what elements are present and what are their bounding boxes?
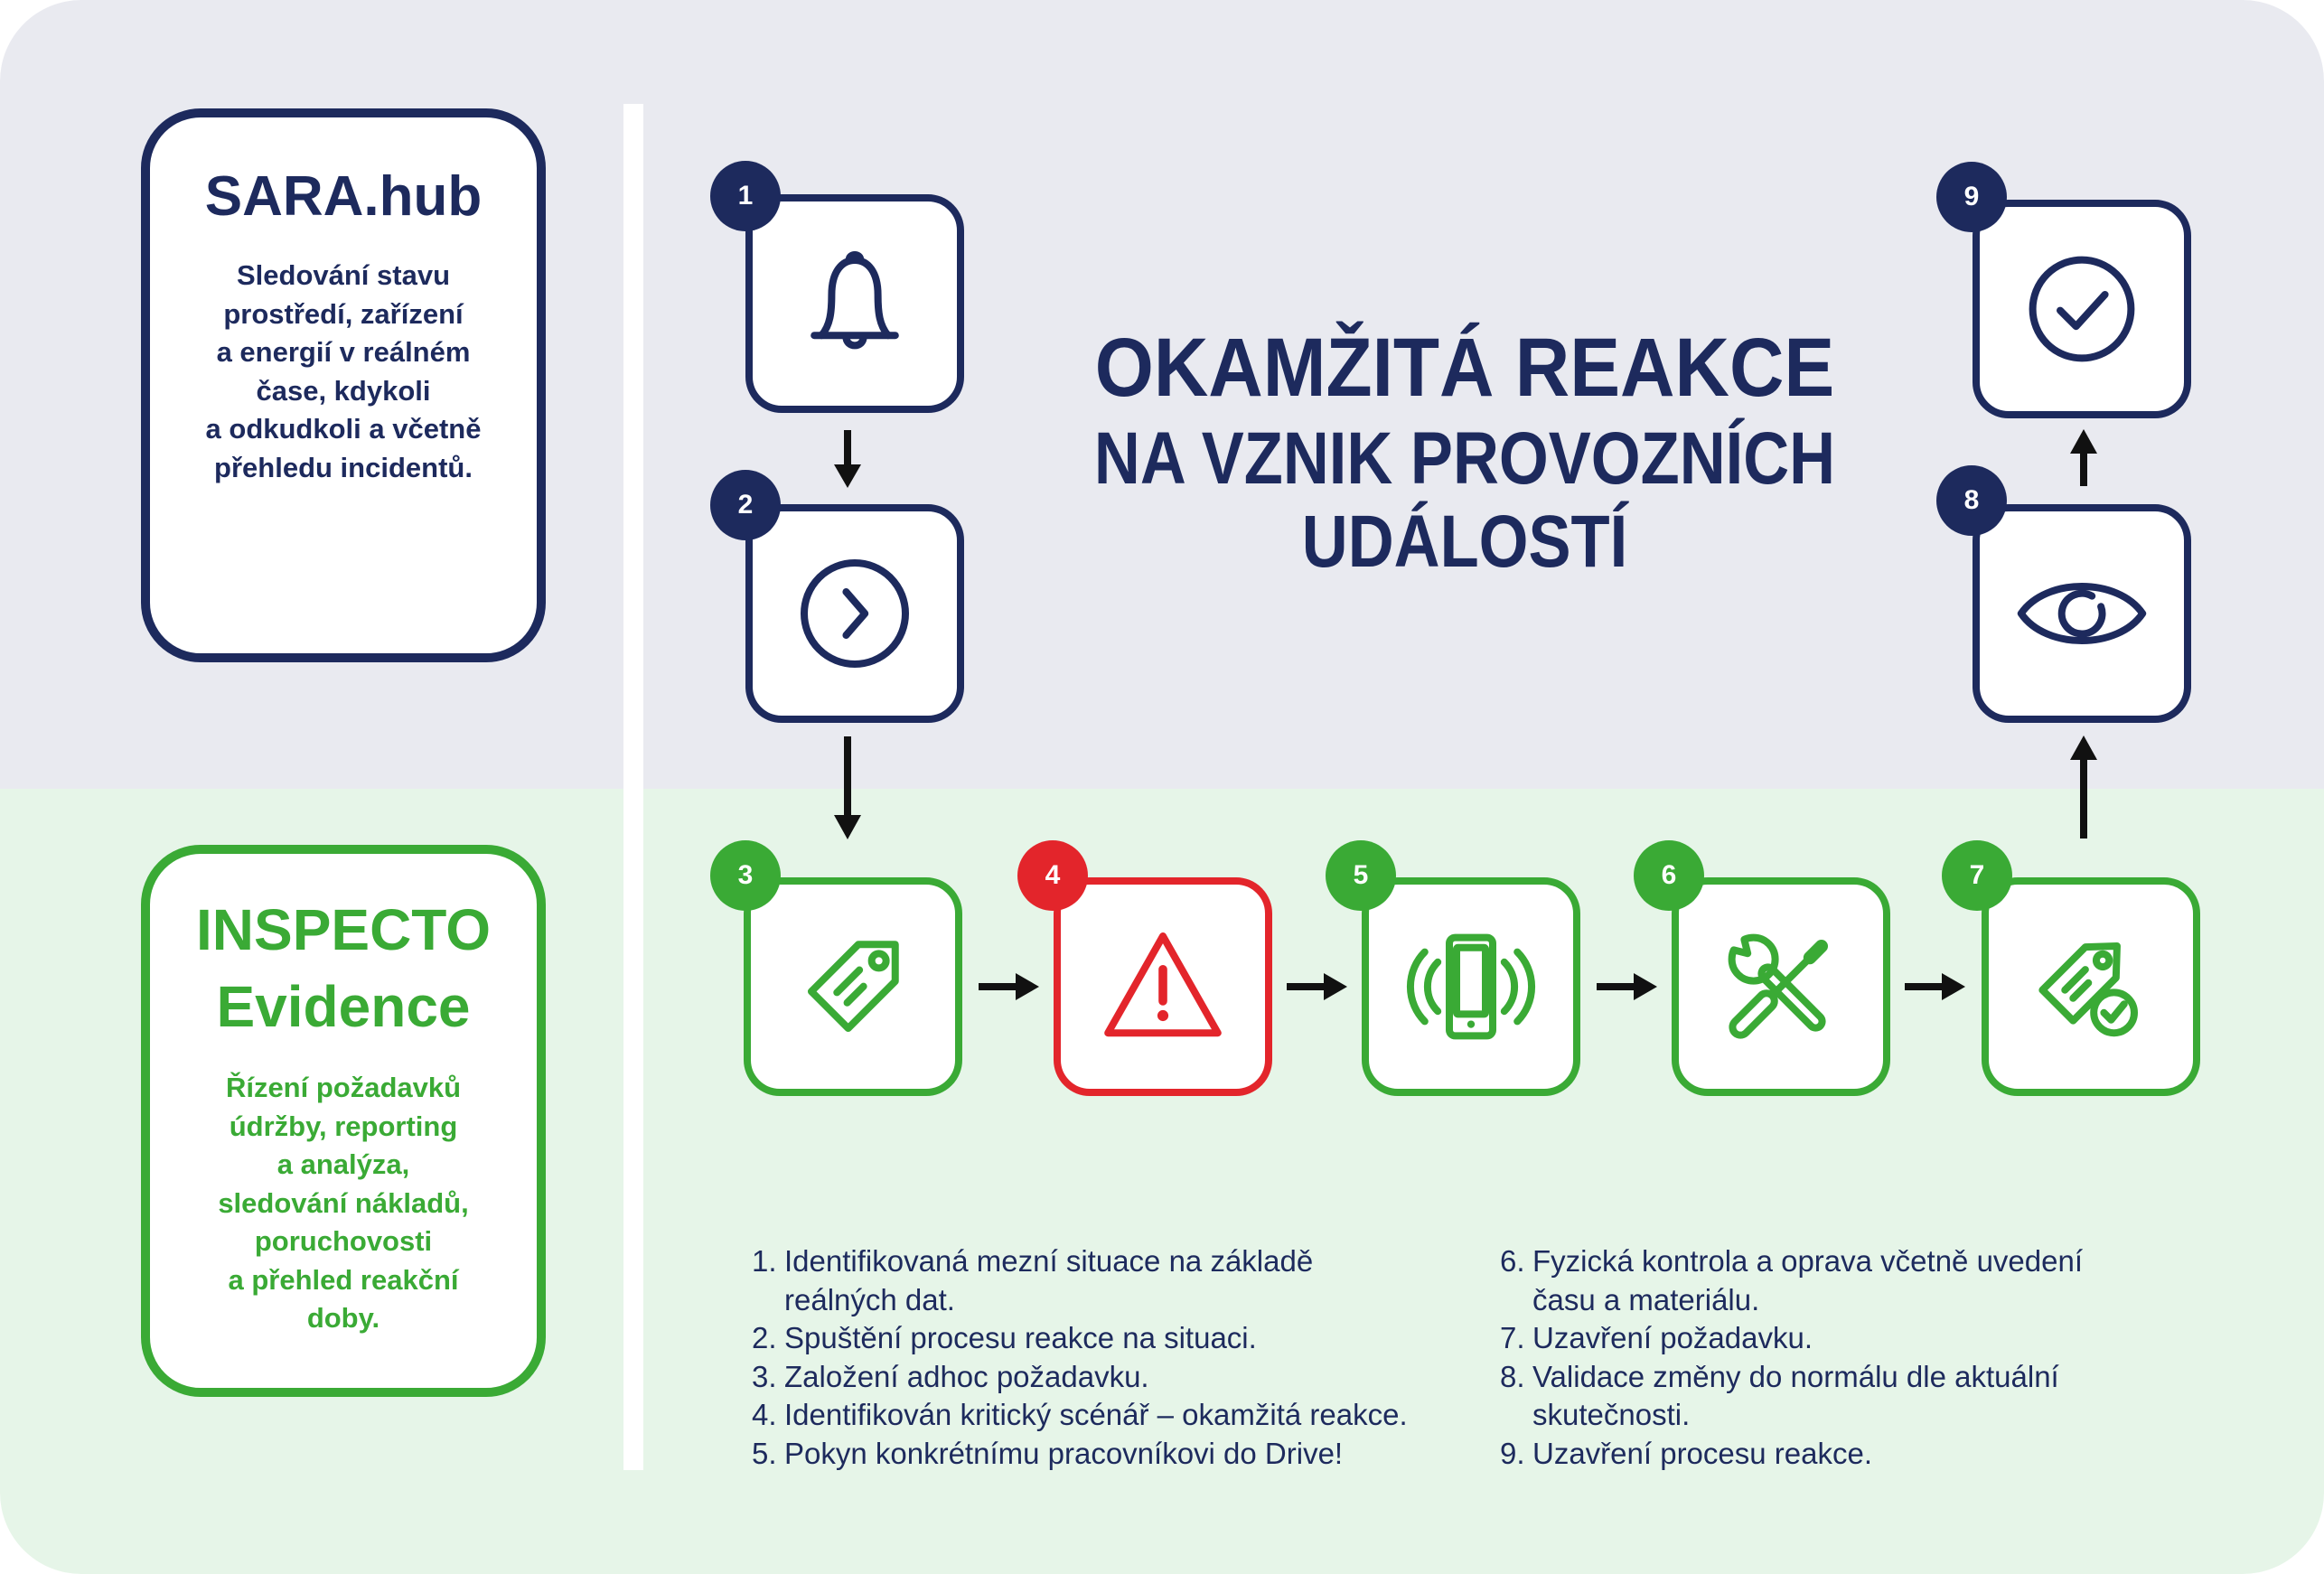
description-line: Sledování stavu [236, 259, 451, 291]
description-line: a analýza, [276, 1148, 410, 1180]
legend-text: Uzavření požadavku. [1532, 1321, 1813, 1354]
description-line: a energií v reálném [216, 336, 471, 369]
description-line: prostředí, zařízení [223, 297, 464, 330]
legend-number: 6. [1500, 1244, 1525, 1278]
legend-number: 2. [752, 1321, 777, 1354]
chevron-right-circle-icon [782, 541, 927, 686]
tag-check-icon [2019, 914, 2163, 1059]
legend-text: Fyzická kontrola a oprava včetně uvedení [1532, 1244, 2084, 1278]
step-5-box [1362, 877, 1580, 1096]
description-line: přehledu incidentů. [214, 451, 473, 483]
legend-item-9 [1500, 1435, 2083, 1474]
description-line: čase, kdykoli [256, 374, 431, 407]
description-line: údržby, reporting [229, 1110, 458, 1142]
eye-icon [2010, 541, 2154, 686]
headline-line-2: NA VZNIK PROVOZNÍCH [1093, 417, 1836, 500]
legend-text: Spuštění procesu reakce na situaci. [784, 1321, 1257, 1354]
legend-item-4 [752, 1396, 1408, 1435]
step-9-box [1973, 200, 2191, 418]
step-7-box [1982, 877, 2200, 1096]
step-4-badge: 4 [1017, 840, 1088, 911]
step-3-badge: 3 [710, 840, 781, 911]
legend-item-5 [752, 1435, 1408, 1474]
legend-text: Validace změny do normálu dle aktuální [1532, 1359, 2059, 1393]
sara-hub-title: SARA.hub [204, 165, 483, 228]
legend-number: 9. [1500, 1436, 1525, 1470]
title-line: Evidence [216, 974, 471, 1039]
vibrating-phone-icon [1399, 914, 1543, 1059]
arrow-7-to-8 [2070, 735, 2097, 839]
legend-text: Založení adhoc požadavku. [784, 1359, 1149, 1393]
step-5-badge: 5 [1326, 840, 1396, 911]
arrow-8-to-9 [2070, 429, 2097, 486]
legend-item-8 [1500, 1358, 2083, 1435]
legend-text: reálných dat. [784, 1282, 955, 1316]
legend-text: Uzavření procesu reakce. [1532, 1436, 1873, 1470]
step-6-box [1672, 877, 1890, 1096]
step-1-badge: 1 [710, 161, 781, 231]
step-8-box [1973, 504, 2191, 723]
legend-number: 8. [1500, 1359, 1525, 1393]
description-line: doby. [306, 1302, 380, 1334]
warning-triangle-icon [1091, 914, 1235, 1059]
legend-number: 3. [752, 1359, 777, 1393]
wrench-screwdriver-icon [1709, 914, 1853, 1059]
arrow-1-to-2 [834, 430, 861, 488]
step-7-badge: 7 [1942, 840, 2012, 911]
legend-item-3 [752, 1358, 1408, 1397]
step-3-box [744, 877, 962, 1096]
description-line: a přehled reakční [228, 1263, 459, 1296]
title-line: INSPECTO [196, 897, 491, 962]
legend-right-column [1500, 1242, 2083, 1473]
headline-line-3: UDÁLOSTÍ [1301, 501, 1628, 583]
arrow-6-to-7 [1905, 973, 1965, 1000]
legend-number: 4. [752, 1398, 777, 1431]
headline-line-1: OKAMŽITÁ REAKCE [1094, 322, 1835, 414]
legend-left-column [752, 1242, 1408, 1473]
legend-item-6 [1500, 1242, 2083, 1319]
legend-item-2 [752, 1319, 1408, 1358]
step-6-badge: 6 [1634, 840, 1704, 911]
legend-number: 7. [1500, 1321, 1525, 1354]
legend-item-1 [752, 1242, 1408, 1319]
legend-number: 1. [752, 1244, 777, 1278]
description-line: Řízení požadavků [225, 1072, 462, 1103]
legend-number: 5. [752, 1436, 777, 1470]
arrow-2-to-3 [834, 736, 861, 839]
step-2-box [745, 504, 964, 723]
arrow-5-to-6 [1597, 973, 1657, 1000]
step-4-box [1054, 877, 1272, 1096]
tag-icon [781, 914, 925, 1059]
step-2-badge: 2 [710, 470, 781, 540]
description-line: a odkudkoli a včetně [205, 413, 482, 445]
step-8-badge: 8 [1936, 465, 2007, 536]
legend-item-7 [1500, 1319, 2083, 1358]
legend-text: Identifikován kritický scénář – okamžitá reakce. [784, 1398, 1408, 1431]
legend-text: Identifikovaná mezní situace na základě [784, 1244, 1314, 1278]
arrow-3-to-4 [979, 973, 1039, 1000]
legend-text: skutečnosti. [1532, 1398, 1691, 1431]
description-line: poruchovosti [254, 1225, 433, 1257]
legend-text: času a materiálu. [1532, 1282, 1760, 1316]
step-1-box [745, 194, 964, 413]
bell-icon [782, 231, 927, 376]
check-circle-icon [2010, 237, 2154, 381]
step-9-badge: 9 [1936, 162, 2007, 232]
arrow-4-to-5 [1287, 973, 1347, 1000]
legend-text: Pokyn konkrétnímu pracovníkovi do Drive! [784, 1436, 1344, 1470]
description-line: sledování nákladů, [218, 1186, 469, 1219]
